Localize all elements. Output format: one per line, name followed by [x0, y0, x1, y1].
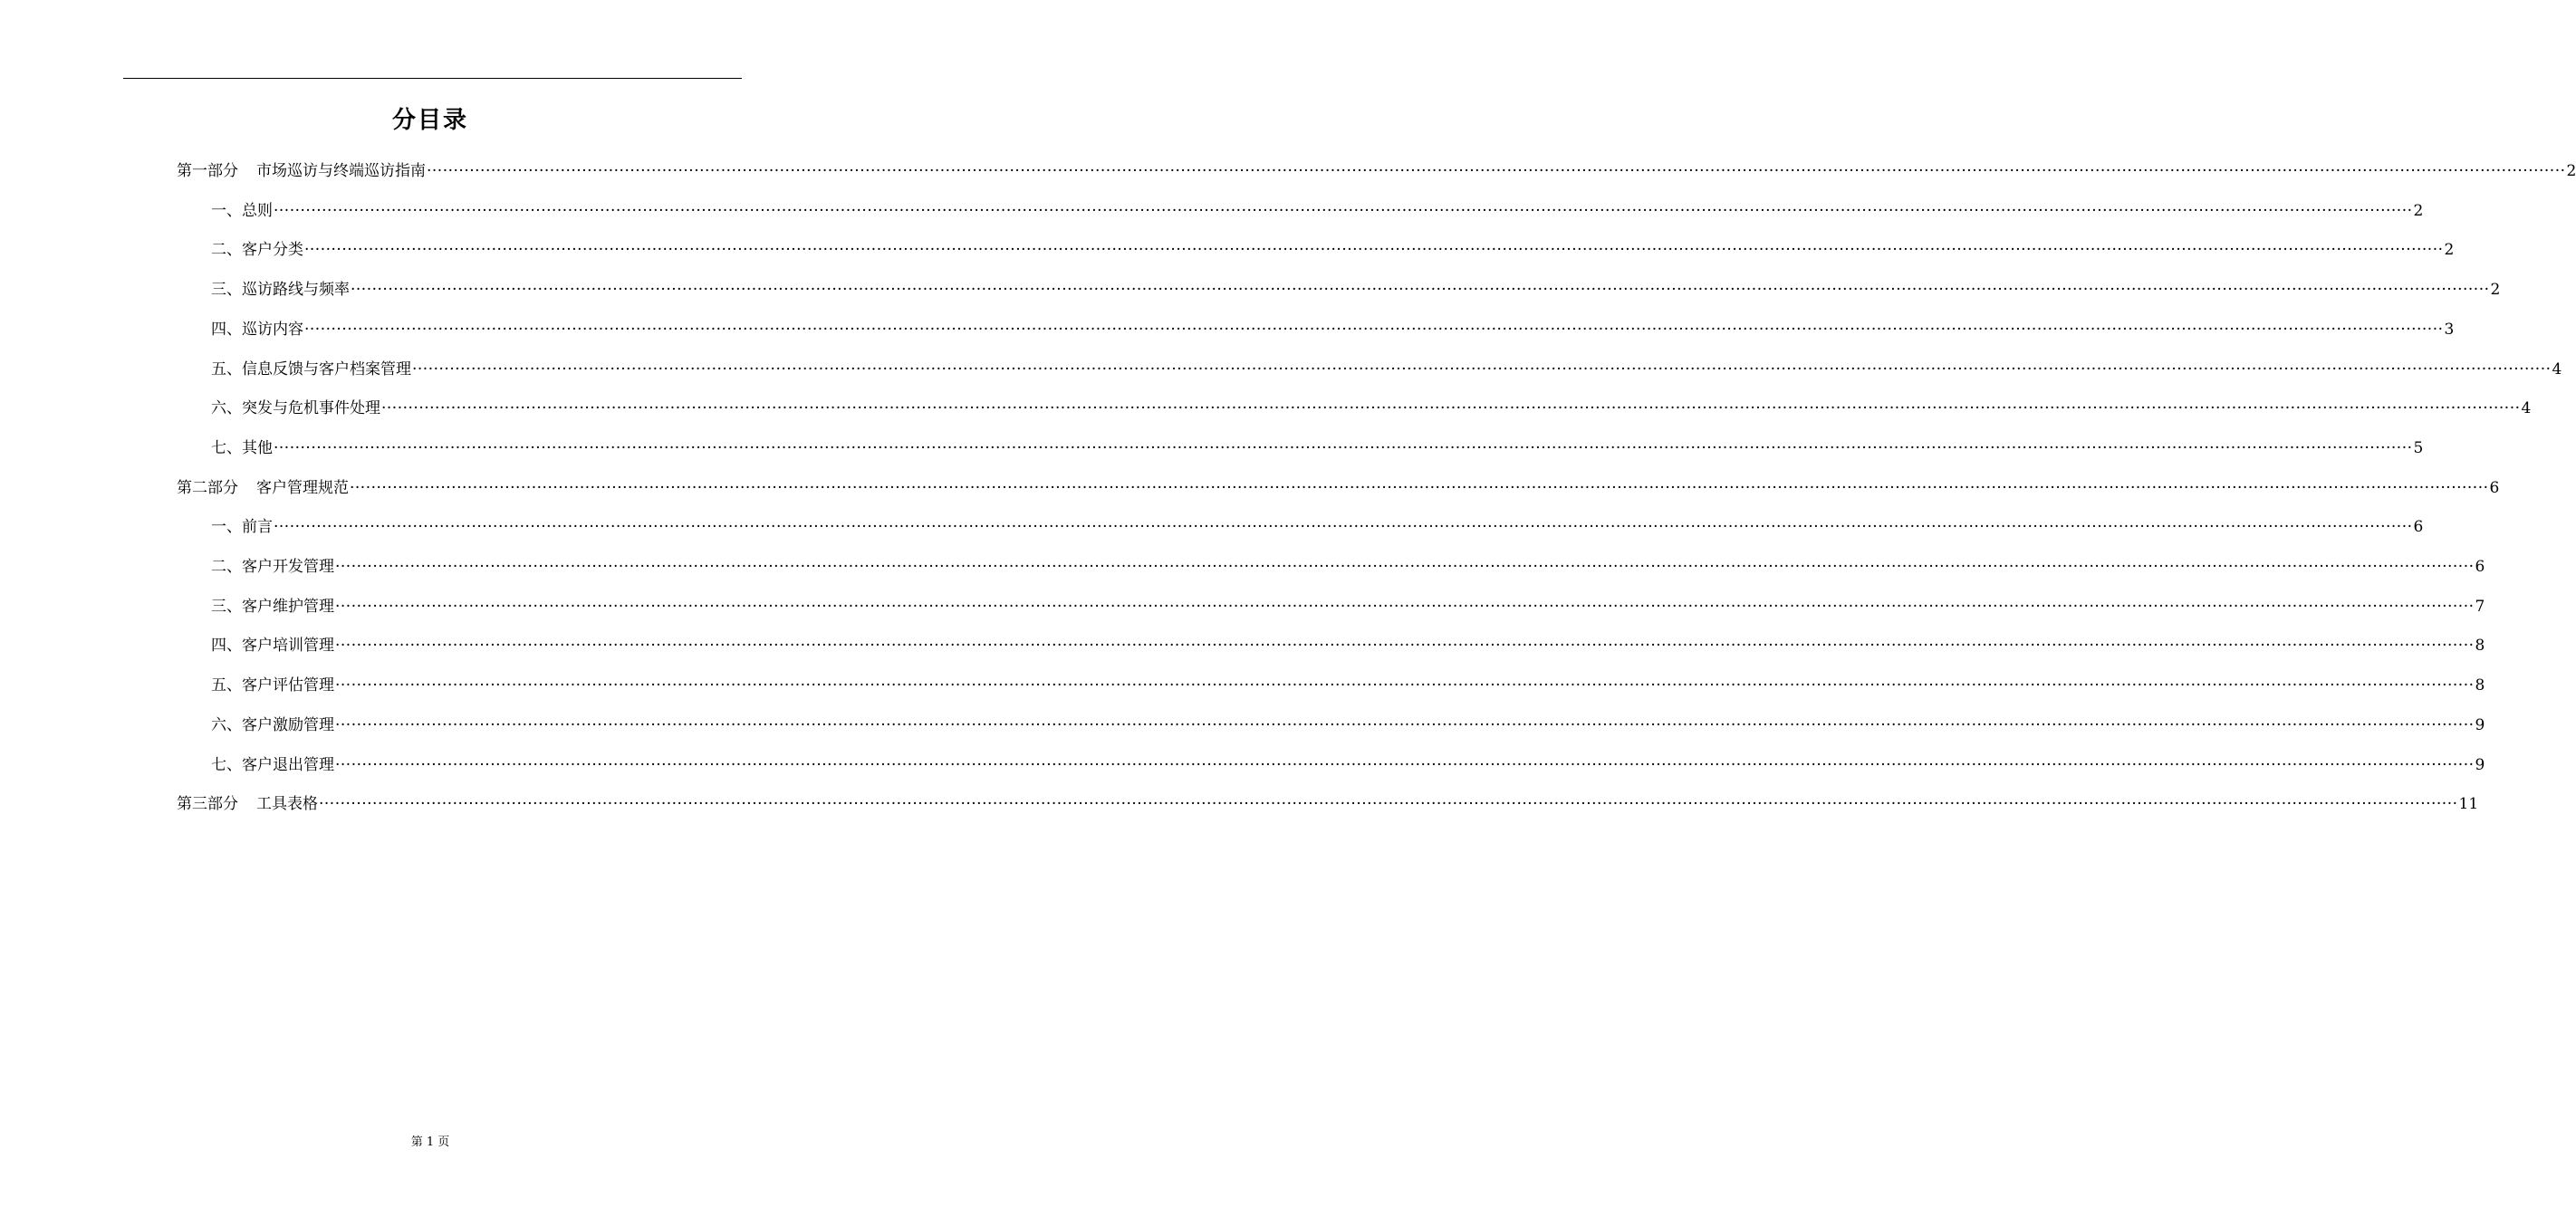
- toc-page-number: 3: [2444, 321, 2455, 339]
- toc-dot-leader: ················································································································································································································································································································································································································: [412, 360, 2552, 379]
- toc-page-number: 2: [2566, 162, 2576, 180]
- toc-entry-2-5[interactable]: [211, 672, 2485, 699]
- toc-page-number: 8: [2475, 676, 2485, 695]
- toc-dot-leader: ················································································································································································································································································································································································································: [274, 439, 2413, 457]
- toc-entry-2-3[interactable]: [211, 593, 2485, 620]
- toc-part-prefix: 第三部分: [177, 795, 238, 813]
- toc-entry-2-6[interactable]: [211, 712, 2485, 739]
- toc-part-prefix: 第一部分: [177, 162, 238, 180]
- toc-entry-1-3[interactable]: [211, 276, 2501, 303]
- toc-dot-leader: ················································································································································································································································································································································································································: [304, 241, 2444, 259]
- toc-page-number: 2: [2444, 241, 2455, 259]
- toc-dot-leader: ················································································································································································································································································································································································································: [274, 202, 2413, 220]
- toc-dot-leader: ················································································································································································································································································································································································································: [350, 479, 2489, 497]
- header-rule: [123, 78, 742, 79]
- toc-entry-1-7[interactable]: [211, 435, 2424, 462]
- toc-dot-leader: ················································································································································································································································································································································································································: [335, 676, 2475, 695]
- toc-entry-1-2[interactable]: [211, 236, 2455, 264]
- toc-dot-leader: ················································································································································································································································································································································································································: [335, 637, 2475, 655]
- toc-entry-label: 五、客户评估管理: [211, 676, 334, 695]
- toc-entry-label: 市场巡访与终端巡访指南: [256, 162, 426, 180]
- toc-page-number: 2: [2413, 202, 2424, 220]
- toc-entry-label: 七、客户退出管理: [211, 756, 334, 774]
- toc-entry-label: 四、巡访内容: [211, 321, 303, 339]
- toc-dot-leader: ················································································································································································································································································································································································································: [304, 321, 2444, 339]
- toc-entry-label: 工具表格: [256, 795, 318, 813]
- toc-page-number: 8: [2475, 637, 2485, 655]
- toc-entry-1-1[interactable]: [211, 197, 2424, 225]
- toc-entry-label: 二、客户开发管理: [211, 558, 334, 576]
- toc-entry-label: 客户管理规范: [256, 479, 349, 497]
- page-title: 分目录: [391, 107, 468, 134]
- toc-dot-leader: ················································································································································································································································································································································································································: [335, 598, 2475, 616]
- toc-page-number: 9: [2475, 756, 2485, 774]
- toc-entry-label: 三、客户维护管理: [211, 598, 334, 616]
- toc-page-number: 6: [2489, 479, 2500, 497]
- toc-page-number: 7: [2475, 598, 2485, 616]
- toc-dot-leader: ················································································································································································································································································································································································································: [335, 756, 2475, 774]
- toc-entry-1-4[interactable]: [211, 316, 2455, 343]
- toc-dot-leader: ················································································································································································································································································································································································································: [351, 281, 2490, 299]
- toc-entry-part-2[interactable]: [177, 474, 2500, 502]
- toc-page-number: 2: [2490, 281, 2501, 299]
- toc-part-prefix: 第二部分: [177, 479, 238, 497]
- toc-entry-text: [177, 474, 349, 502]
- toc-entry-label: 三、巡访路线与频率: [211, 281, 350, 299]
- toc-entry-label: 一、总则: [211, 202, 273, 220]
- toc-entry-text: [177, 791, 318, 818]
- toc-entry-label: 一、前言: [211, 518, 273, 536]
- toc-page-number: 6: [2413, 518, 2424, 536]
- toc-entry-2-1[interactable]: [211, 513, 2424, 541]
- toc-entry-2-2[interactable]: [211, 553, 2485, 580]
- toc-dot-leader: ················································································································································································································································································································································································································: [274, 518, 2413, 536]
- toc-entry-1-6[interactable]: [211, 395, 2532, 422]
- toc-entry-1-5[interactable]: [211, 356, 2562, 383]
- toc-dot-leader: ················································································································································································································································································································································································································: [319, 795, 2458, 813]
- toc-dot-leader: ················································································································································································································································································································································································································: [335, 716, 2475, 734]
- toc-entry-2-4[interactable]: [211, 632, 2485, 659]
- toc-entry-part-3[interactable]: [177, 791, 2479, 818]
- toc-page-number: 5: [2413, 439, 2424, 457]
- toc-dot-leader: ················································································································································································································································································································································································································: [427, 162, 2566, 180]
- toc-page-number: 4: [2521, 399, 2532, 417]
- toc-entry-label: 四、客户培训管理: [211, 637, 334, 655]
- toc-entry-label: 七、其他: [211, 439, 273, 457]
- toc-entry-text: [177, 158, 426, 185]
- toc-page-number: 11: [2458, 795, 2479, 813]
- toc-page-number: 4: [2552, 360, 2562, 379]
- toc-entry-label: 五、信息反馈与客户档案管理: [211, 360, 411, 379]
- toc-entry-part-1[interactable]: [177, 158, 2576, 185]
- toc-dot-leader: ················································································································································································································································································································································································································: [335, 558, 2475, 576]
- toc-entry-2-7[interactable]: [211, 752, 2485, 779]
- toc-entry-label: 二、客户分类: [211, 241, 303, 259]
- page-footer: 第 1 页: [410, 1136, 450, 1149]
- toc-dot-leader: ················································································································································································································································································································································································································: [381, 399, 2521, 417]
- toc-page-number: 6: [2475, 558, 2485, 576]
- toc-entry-label: 六、客户激励管理: [211, 716, 334, 734]
- toc-page-number: 9: [2475, 716, 2485, 734]
- toc-entry-label: 六、突发与危机事件处理: [211, 399, 380, 417]
